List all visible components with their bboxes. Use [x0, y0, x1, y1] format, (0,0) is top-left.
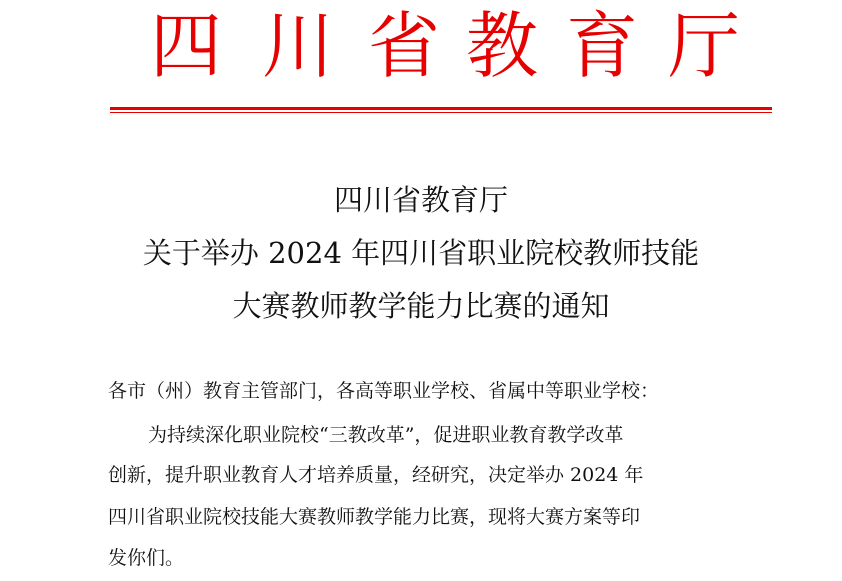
body-line: 创新，提升职业教育人才培养质量，经研究，决定举办 2024 年	[108, 464, 644, 486]
letterhead-divider-thin	[110, 112, 772, 113]
title-line: 四川省教育厅	[333, 183, 508, 217]
letterhead-char: 教	[466, 4, 539, 88]
body-line: 发你们。	[108, 547, 185, 569]
letterhead-char: 四	[150, 4, 223, 88]
body-line: 为持续深化职业院校“三教改革”，促进职业教育教学改革	[148, 424, 624, 446]
letterhead-char: 省	[368, 4, 441, 88]
salutation: 各市（州）教育主管部门，各高等职业学校、省属中等职业学校：	[108, 380, 660, 402]
letterhead-char: 厅	[668, 4, 741, 88]
title-line: 关于举办 2024 年四川省职业院校教师技能	[142, 236, 700, 270]
document-title	[0, 174, 842, 333]
letterhead-char: 川	[262, 4, 335, 88]
body-line: 四川省职业院校技能大赛教师教学能力比赛，现将大赛方案等印	[108, 506, 641, 528]
letterhead	[0, 4, 842, 88]
letterhead-char: 育	[566, 4, 639, 88]
title-line: 大赛教师教学能力比赛的通知	[232, 289, 610, 323]
letterhead-divider-thick	[110, 107, 772, 110]
